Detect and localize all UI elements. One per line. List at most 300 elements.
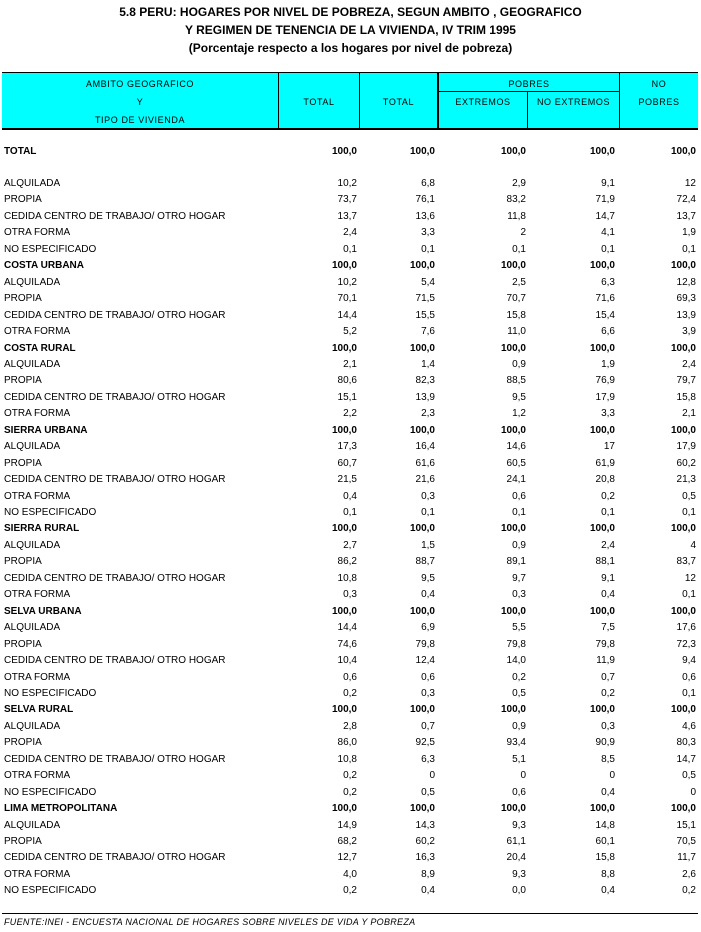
cell-value: 21,6 <box>415 474 435 486</box>
header-pobres: POBRES <box>508 79 550 89</box>
cell-value: 5,2 <box>343 326 357 338</box>
cell-value: 1,2 <box>512 408 526 420</box>
cell-value: 90,9 <box>595 737 615 749</box>
cell-value: 9,5 <box>421 572 435 584</box>
section-row <box>0 258 701 274</box>
cell-value: 0,1 <box>343 507 357 518</box>
table-row <box>0 834 701 850</box>
section-row <box>0 604 701 620</box>
row-label: OTRA FORMA <box>4 868 71 880</box>
cell-value: 0,3 <box>421 490 435 502</box>
row-label: CEDIDA CENTRO DE TRABAJO/ OTRO HOGAR <box>4 753 226 765</box>
cell-value: 100,0 <box>500 605 526 617</box>
table-row <box>0 883 701 899</box>
cell-value: 5,1 <box>512 753 526 765</box>
cell-value: 0,2 <box>682 885 696 897</box>
header-total-1: TOTAL <box>303 97 335 107</box>
table-row <box>0 242 701 258</box>
cell-value: 88,1 <box>595 556 615 568</box>
table-row <box>0 538 701 554</box>
cell-value: 100,0 <box>500 704 526 716</box>
table-row <box>0 357 701 373</box>
table-row <box>0 735 701 751</box>
cell-value: 1,9 <box>682 227 696 239</box>
cell-value: 14,8 <box>595 819 615 831</box>
cell-value: 0,4 <box>601 589 615 601</box>
row-label: TOTAL <box>4 146 37 157</box>
cell-value: 70,5 <box>676 836 696 847</box>
cell-value: 61,1 <box>506 836 526 847</box>
row-label: CEDIDA CENTRO DE TRABAJO/ OTRO HOGAR <box>4 309 226 321</box>
cell-value: 6,6 <box>601 326 615 338</box>
cell-value: 80,6 <box>337 375 357 387</box>
table-row <box>0 209 701 225</box>
row-label: PROPIA <box>4 375 42 387</box>
cell-value: 100,0 <box>500 342 526 354</box>
cell-value: 17,9 <box>595 391 615 403</box>
cell-value: 100,0 <box>331 605 357 617</box>
cell-value: 2,6 <box>682 868 696 880</box>
cell-value: 15,8 <box>595 852 615 864</box>
cell-value: 100,0 <box>500 803 526 815</box>
cell-value: 0,3 <box>601 720 615 732</box>
cell-value: 0,6 <box>512 490 526 502</box>
section-row <box>0 341 701 357</box>
cell-value: 21,3 <box>676 474 696 486</box>
table-row <box>0 850 701 866</box>
table-row <box>0 505 701 521</box>
cell-value: 60,5 <box>506 457 526 469</box>
cell-value: 0,7 <box>601 671 615 683</box>
cell-value: 0,3 <box>343 589 357 601</box>
cell-value: 14,3 <box>415 819 435 831</box>
cell-value: 0,6 <box>343 671 357 683</box>
table-row <box>0 406 701 422</box>
section-row <box>0 801 701 817</box>
cell-value: 92,5 <box>415 737 435 749</box>
cell-value: 0,0 <box>512 885 526 897</box>
cell-value: 60,1 <box>595 836 615 847</box>
cell-value: 4,0 <box>343 868 357 880</box>
row-label: PROPIA <box>4 457 42 469</box>
cell-value: 11,9 <box>596 655 615 667</box>
cell-value: 93,4 <box>506 737 526 749</box>
table-title: 5.8 PERU: HOGARES POR NIVEL DE POBREZA, SEGUN AMBITO , GEOGRAFICO <box>119 5 582 19</box>
cell-value: 0,2 <box>512 671 526 683</box>
cell-value: 100,0 <box>589 424 615 436</box>
cell-value: 0,2 <box>601 687 615 699</box>
row-label: OTRA FORMA <box>4 589 71 601</box>
cell-value: 0,5 <box>682 490 696 502</box>
row-label: NO ESPECIFICADO <box>4 243 97 255</box>
cell-value: 0,6 <box>512 786 526 798</box>
cell-value: 2,1 <box>343 358 357 370</box>
cell-value: 0,5 <box>512 687 526 699</box>
cell-value: 12,4 <box>415 655 435 667</box>
cell-value: 15,8 <box>676 391 696 403</box>
row-label: ALQUILADA <box>4 819 61 831</box>
section-row <box>0 521 701 537</box>
cell-value: 100,0 <box>589 803 615 815</box>
cell-value: 1,4 <box>421 358 435 370</box>
cell-value: 100,0 <box>331 260 357 272</box>
row-label: ALQUILADA <box>4 178 61 189</box>
cell-value: 100,0 <box>409 704 435 716</box>
table-row <box>0 489 701 505</box>
cell-value: 0,1 <box>421 243 435 255</box>
cell-value: 2,2 <box>343 408 357 420</box>
table-row <box>0 472 701 488</box>
cell-value: 0,1 <box>682 589 696 601</box>
cell-value: 9,5 <box>512 391 526 403</box>
cell-value: 88,5 <box>506 375 526 387</box>
cell-value: 68,2 <box>337 836 357 847</box>
cell-value: 80,3 <box>676 737 696 749</box>
cell-value: 69,3 <box>676 293 696 305</box>
cell-value: 100,0 <box>589 523 615 535</box>
cell-value: 12,8 <box>676 276 696 288</box>
cell-value: 6,3 <box>601 276 615 288</box>
cell-value: 15,4 <box>595 309 615 321</box>
cell-value: 14,4 <box>337 622 357 634</box>
cell-value: 82,3 <box>415 375 435 387</box>
cell-value: 16,3 <box>415 852 435 864</box>
row-label: ALQUILADA <box>4 622 61 634</box>
cell-value: 10,4 <box>337 655 357 667</box>
cell-value: 100,0 <box>589 260 615 272</box>
cell-value: 0,9 <box>512 720 526 732</box>
row-label: NO ESPECIFICADO <box>4 687 97 699</box>
cell-value: 15,8 <box>506 309 526 321</box>
table-row <box>0 867 701 883</box>
cell-value: 24,1 <box>506 474 526 486</box>
cell-value: 100,0 <box>670 342 696 354</box>
cell-value: 16,4 <box>415 441 435 453</box>
cell-value: 100,0 <box>500 424 526 436</box>
cell-value: 0,4 <box>601 885 615 897</box>
cell-value: 70,1 <box>337 293 357 305</box>
cell-value: 6,3 <box>421 753 435 765</box>
section-row <box>0 144 701 160</box>
row-label: COSTA RURAL <box>4 342 76 354</box>
cell-value: 100,0 <box>589 146 615 157</box>
cell-value: 13,7 <box>676 210 696 222</box>
cell-value: 17,9 <box>676 441 696 453</box>
cell-value: 72,3 <box>676 638 696 650</box>
row-label: ALQUILADA <box>4 358 61 370</box>
cell-value: 13,7 <box>337 210 357 222</box>
row-label: OTRA FORMA <box>4 490 71 502</box>
header-no-pobres-line1: NO <box>651 79 667 89</box>
cell-value: 100,0 <box>409 342 435 354</box>
cell-value: 6,8 <box>421 178 435 189</box>
cell-value: 8,8 <box>601 868 615 880</box>
cell-value: 9,3 <box>512 819 526 831</box>
cell-value: 14,6 <box>506 441 526 453</box>
cell-value: 7,5 <box>601 622 615 634</box>
cell-value: 0 <box>520 770 526 782</box>
row-label: PROPIA <box>4 836 42 847</box>
cell-value: 21,5 <box>337 474 357 486</box>
row-label: CEDIDA CENTRO DE TRABAJO/ OTRO HOGAR <box>4 655 226 667</box>
cell-value: 0,2 <box>343 885 357 897</box>
cell-value: 2,1 <box>682 408 696 420</box>
cell-value: 13,9 <box>415 391 435 403</box>
cell-value: 12 <box>684 178 696 189</box>
cell-value: 4,6 <box>682 720 696 732</box>
row-label: LIMA METROPOLITANA <box>4 803 118 815</box>
cell-value: 0,4 <box>421 589 435 601</box>
table-row <box>0 324 701 340</box>
row-label: CEDIDA CENTRO DE TRABAJO/ OTRO HOGAR <box>4 210 226 222</box>
cell-value: 83,2 <box>506 194 526 206</box>
cell-value: 0,1 <box>682 507 696 518</box>
cell-value: 2,8 <box>343 720 357 732</box>
section-row <box>0 702 701 718</box>
cell-value: 4,1 <box>601 227 615 239</box>
cell-value: 7,6 <box>421 326 435 338</box>
cell-value: 100,0 <box>670 704 696 716</box>
cell-value: 14,7 <box>595 210 615 222</box>
cell-value: 61,6 <box>415 457 435 469</box>
cell-value: 0,3 <box>421 687 435 699</box>
cell-value: 9,4 <box>682 655 696 667</box>
cell-value: 79,8 <box>595 638 615 650</box>
table-subtitle: Y REGIMEN DE TENENCIA DE LA VIVIENDA, IV TRIM 1995 <box>185 23 516 37</box>
cell-value: 100,0 <box>500 146 526 157</box>
cell-value: 79,8 <box>415 638 435 650</box>
row-label: NO ESPECIFICADO <box>4 507 97 518</box>
cell-value: 0,3 <box>512 589 526 601</box>
cell-value: 14,0 <box>506 655 526 667</box>
cell-value: 8,9 <box>421 868 435 880</box>
cell-value: 9,1 <box>601 572 615 584</box>
table-row <box>0 291 701 307</box>
row-label: SIERRA URBANA <box>4 424 88 436</box>
table-row <box>0 456 701 472</box>
cell-value: 71,9 <box>595 194 615 206</box>
cell-value: 15,5 <box>415 309 435 321</box>
cell-value: 100,0 <box>670 146 696 157</box>
row-label: SELVA RURAL <box>4 704 74 716</box>
cell-value: 0,2 <box>343 770 357 782</box>
table-row <box>0 818 701 834</box>
cell-value: 0,1 <box>512 243 526 255</box>
cell-value: 0,1 <box>601 243 615 255</box>
cell-value: 0,9 <box>512 358 526 370</box>
cell-value: 13,9 <box>676 309 696 321</box>
cell-value: 86,2 <box>337 556 357 568</box>
cell-value: 0,1 <box>601 507 615 518</box>
cell-value: 12 <box>684 572 696 584</box>
cell-value: 10,8 <box>337 753 357 765</box>
cell-value: 100,0 <box>409 260 435 272</box>
header-total-2: TOTAL <box>382 97 415 107</box>
header-no-extremos: NO EXTREMOS <box>536 97 611 107</box>
row-label: OTRA FORMA <box>4 408 71 420</box>
row-label: OTRA FORMA <box>4 326 71 338</box>
header-no-pobres-line2: POBRES <box>638 97 680 107</box>
cell-value: 100,0 <box>670 260 696 272</box>
cell-value: 13,6 <box>415 210 435 222</box>
cell-value: 14,4 <box>337 309 357 321</box>
cell-value: 2,4 <box>682 358 696 370</box>
cell-value: 20,8 <box>595 474 615 486</box>
cell-value: 100,0 <box>331 342 357 354</box>
cell-value: 20,4 <box>506 852 526 864</box>
cell-value: 79,8 <box>506 638 526 650</box>
table-row <box>0 571 701 587</box>
cell-value: 100,0 <box>500 260 526 272</box>
cell-value: 76,1 <box>415 194 435 206</box>
row-label: SIERRA RURAL <box>4 523 80 535</box>
row-label: ALQUILADA <box>4 539 61 551</box>
cell-value: 79,7 <box>676 375 696 387</box>
cell-value: 100,0 <box>331 704 357 716</box>
row-label: CEDIDA CENTRO DE TRABAJO/ OTRO HOGAR <box>4 474 226 486</box>
cell-value: 60,2 <box>415 836 435 847</box>
row-label: ALQUILADA <box>4 720 61 732</box>
row-label: OTRA FORMA <box>4 770 71 782</box>
cell-value: 86,0 <box>337 737 357 749</box>
cell-value: 0,4 <box>421 885 435 897</box>
row-label: CEDIDA CENTRO DE TRABAJO/ OTRO HOGAR <box>4 391 226 403</box>
cell-value: 0,2 <box>601 490 615 502</box>
cell-value: 0 <box>429 770 435 782</box>
table-row <box>0 768 701 784</box>
row-label: OTRA FORMA <box>4 227 71 239</box>
cell-value: 9,7 <box>512 572 526 584</box>
cell-value: 2,4 <box>343 227 357 239</box>
cell-value: 0,1 <box>682 243 696 255</box>
cell-value: 100,0 <box>331 523 357 535</box>
cell-value: 15,1 <box>337 391 357 403</box>
table-row <box>0 373 701 389</box>
cell-value: 72,4 <box>676 194 696 206</box>
row-label: PROPIA <box>4 194 42 206</box>
cell-value: 0,6 <box>682 671 696 683</box>
table-row <box>0 719 701 735</box>
cell-value: 100,0 <box>589 605 615 617</box>
cell-value: 100,0 <box>409 523 435 535</box>
cell-value: 9,1 <box>601 178 615 189</box>
cell-value: 73,7 <box>337 194 357 206</box>
table-row <box>0 176 701 192</box>
table-unit-note: (Porcentaje respecto a los hogares por nivel de pobreza) <box>188 41 513 55</box>
cell-value: 0,5 <box>682 770 696 782</box>
cell-value: 0 <box>690 786 696 798</box>
cell-value: 0,7 <box>421 720 435 732</box>
cell-value: 100,0 <box>670 523 696 535</box>
table-row <box>0 686 701 702</box>
row-label: PROPIA <box>4 638 42 650</box>
cell-value: 8,5 <box>601 753 615 765</box>
cell-value: 0,1 <box>682 687 696 699</box>
cell-value: 0 <box>609 770 615 782</box>
cell-value: 0,5 <box>421 786 435 798</box>
cell-value: 10,8 <box>337 572 357 584</box>
cell-value: 2,3 <box>421 408 435 420</box>
row-label: SELVA URBANA <box>4 605 82 617</box>
cell-value: 11,8 <box>507 210 526 222</box>
cell-value: 12,7 <box>337 852 357 864</box>
row-label: PROPIA <box>4 293 42 305</box>
cell-value: 17,6 <box>676 622 696 634</box>
cell-value: 100,0 <box>409 803 435 815</box>
table-row <box>0 554 701 570</box>
header-ambito-line3: TIPO DE VIVIENDA <box>94 115 186 125</box>
cell-value: 100,0 <box>331 803 357 815</box>
cell-value: 14,7 <box>676 753 696 765</box>
cell-value: 100,0 <box>409 605 435 617</box>
cell-value: 100,0 <box>589 704 615 716</box>
cell-value: 5,5 <box>512 622 526 634</box>
table-row <box>0 225 701 241</box>
cell-value: 71,6 <box>595 293 615 305</box>
cell-value: 2,9 <box>512 178 526 189</box>
row-label: PROPIA <box>4 556 42 568</box>
row-label: CEDIDA CENTRO DE TRABAJO/ OTRO HOGAR <box>4 572 226 584</box>
cell-value: 0,6 <box>421 671 435 683</box>
table-row <box>0 620 701 636</box>
cell-value: 9,3 <box>512 868 526 880</box>
cell-value: 14,9 <box>337 819 357 831</box>
row-label: PROPIA <box>4 737 42 749</box>
cell-value: 100,0 <box>589 342 615 354</box>
cell-value: 3,3 <box>421 227 435 239</box>
cell-value: 88,7 <box>415 556 435 568</box>
cell-value: 100,0 <box>331 424 357 436</box>
cell-value: 0,1 <box>343 243 357 255</box>
row-label: ALQUILADA <box>4 276 61 288</box>
cell-value: 0,1 <box>421 507 435 518</box>
table-row <box>0 390 701 406</box>
table-row <box>0 785 701 801</box>
cell-value: 74,6 <box>337 638 357 650</box>
cell-value: 60,7 <box>337 457 357 469</box>
cell-value: 89,1 <box>506 556 526 568</box>
cell-value: 5,4 <box>421 276 435 288</box>
cell-value: 0,9 <box>512 539 526 551</box>
cell-value: 61,9 <box>595 457 615 469</box>
cell-value: 100,0 <box>500 523 526 535</box>
cell-value: 1,9 <box>601 358 615 370</box>
cell-value: 10,2 <box>337 178 357 189</box>
cell-value: 10,2 <box>337 276 357 288</box>
row-label: CEDIDA CENTRO DE TRABAJO/ OTRO HOGAR <box>4 852 226 864</box>
cell-value: 1,5 <box>421 539 435 551</box>
table-row <box>0 752 701 768</box>
cell-value: 11,0 <box>507 326 526 338</box>
cell-value: 4 <box>690 539 696 551</box>
row-label: COSTA URBANA <box>4 260 84 272</box>
header-ambito-line1: AMBITO GEOGRAFICO <box>85 79 195 89</box>
cell-value: 3,9 <box>682 326 696 338</box>
header-pobres-underline <box>439 91 619 92</box>
cell-value: 6,9 <box>421 622 435 634</box>
table-row <box>0 275 701 291</box>
cell-value: 3,3 <box>601 408 615 420</box>
section-row <box>0 423 701 439</box>
table-row <box>0 439 701 455</box>
cell-value: 17,3 <box>337 441 357 453</box>
cell-value: 100,0 <box>670 605 696 617</box>
cell-value: 0,4 <box>601 786 615 798</box>
cell-value: 2,7 <box>343 539 357 551</box>
cell-value: 11,7 <box>677 852 696 864</box>
header-extremos: EXTREMOS <box>455 97 511 107</box>
cell-value: 70,7 <box>506 293 526 305</box>
